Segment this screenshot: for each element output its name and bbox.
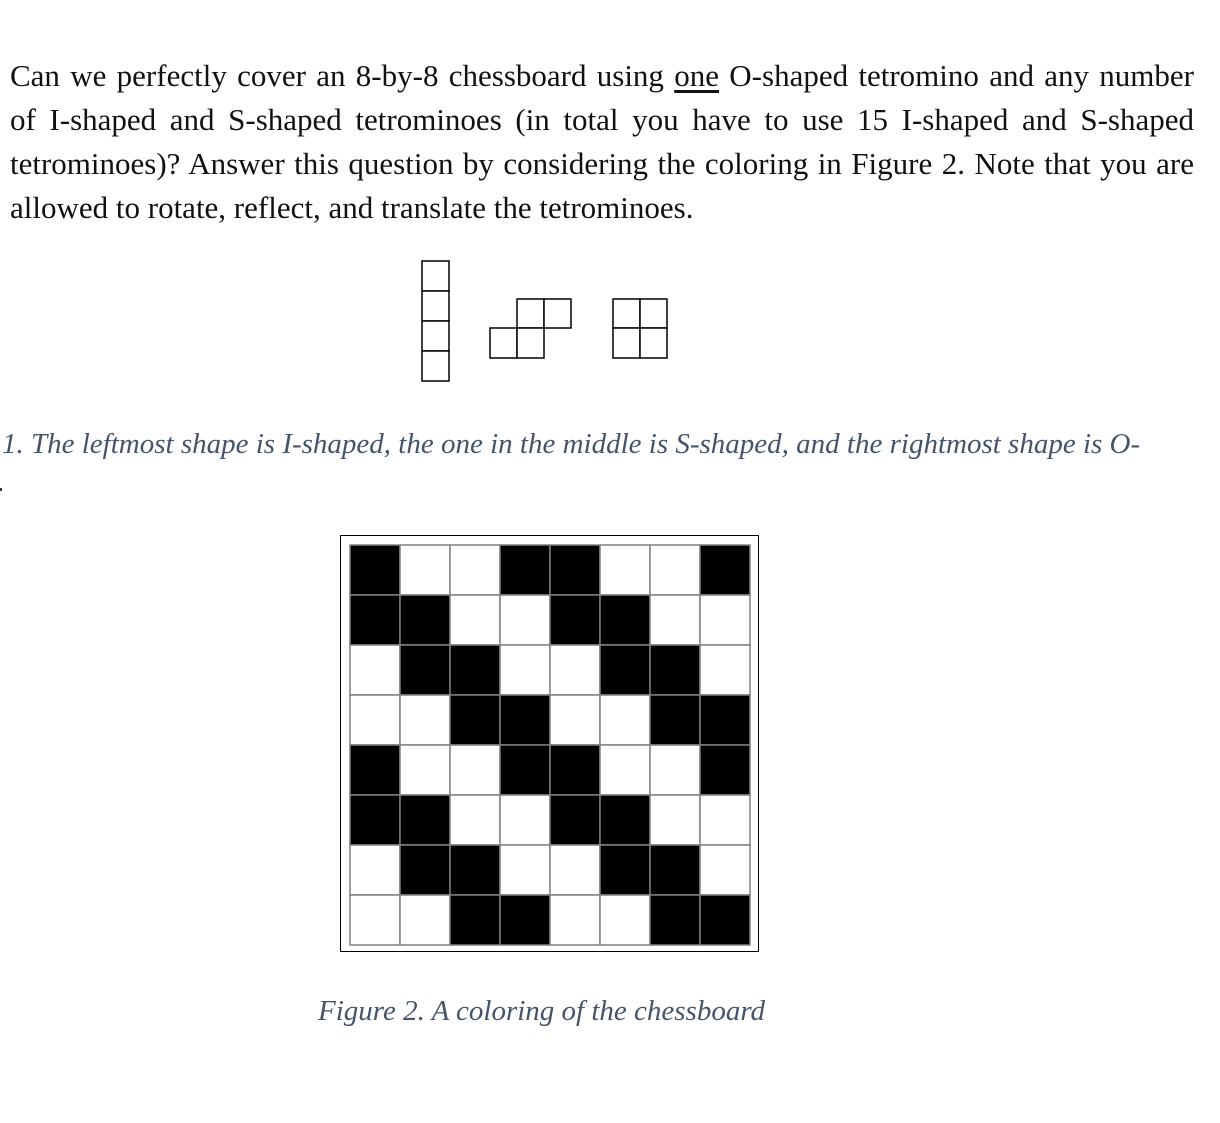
i-tetromino-shape (422, 261, 449, 381)
chessboard-frame (340, 535, 759, 952)
o-tetromino-shape (613, 299, 667, 358)
underlined-word: one (674, 58, 719, 93)
figure-2-caption: Figure 2. A coloring of the chessboard (318, 995, 766, 1027)
question-text-start: Can we perfectly cover an 8-by-8 chessboard using (10, 58, 675, 93)
tetromino-shapes (0, 0, 1220, 400)
figure-1-caption: 1. The leftmost shape is I-shaped, the one in the middle is S-shaped, and the rightmost shape is O- (2, 428, 1141, 460)
s-tetromino-shape (490, 299, 571, 358)
caption-overflow-mark (0, 488, 2, 491)
question-text-rest: O-shaped tetromino and any number of I-shaped and S-shaped tetrominoes (in total you have to use 15 I-shaped and S-shaped tetrominoes)? Answer this question by considering the coloring in Figure 2. Note that you are allowed to rotate, reflect, and translate the tetrominoes. (10, 58, 1195, 225)
